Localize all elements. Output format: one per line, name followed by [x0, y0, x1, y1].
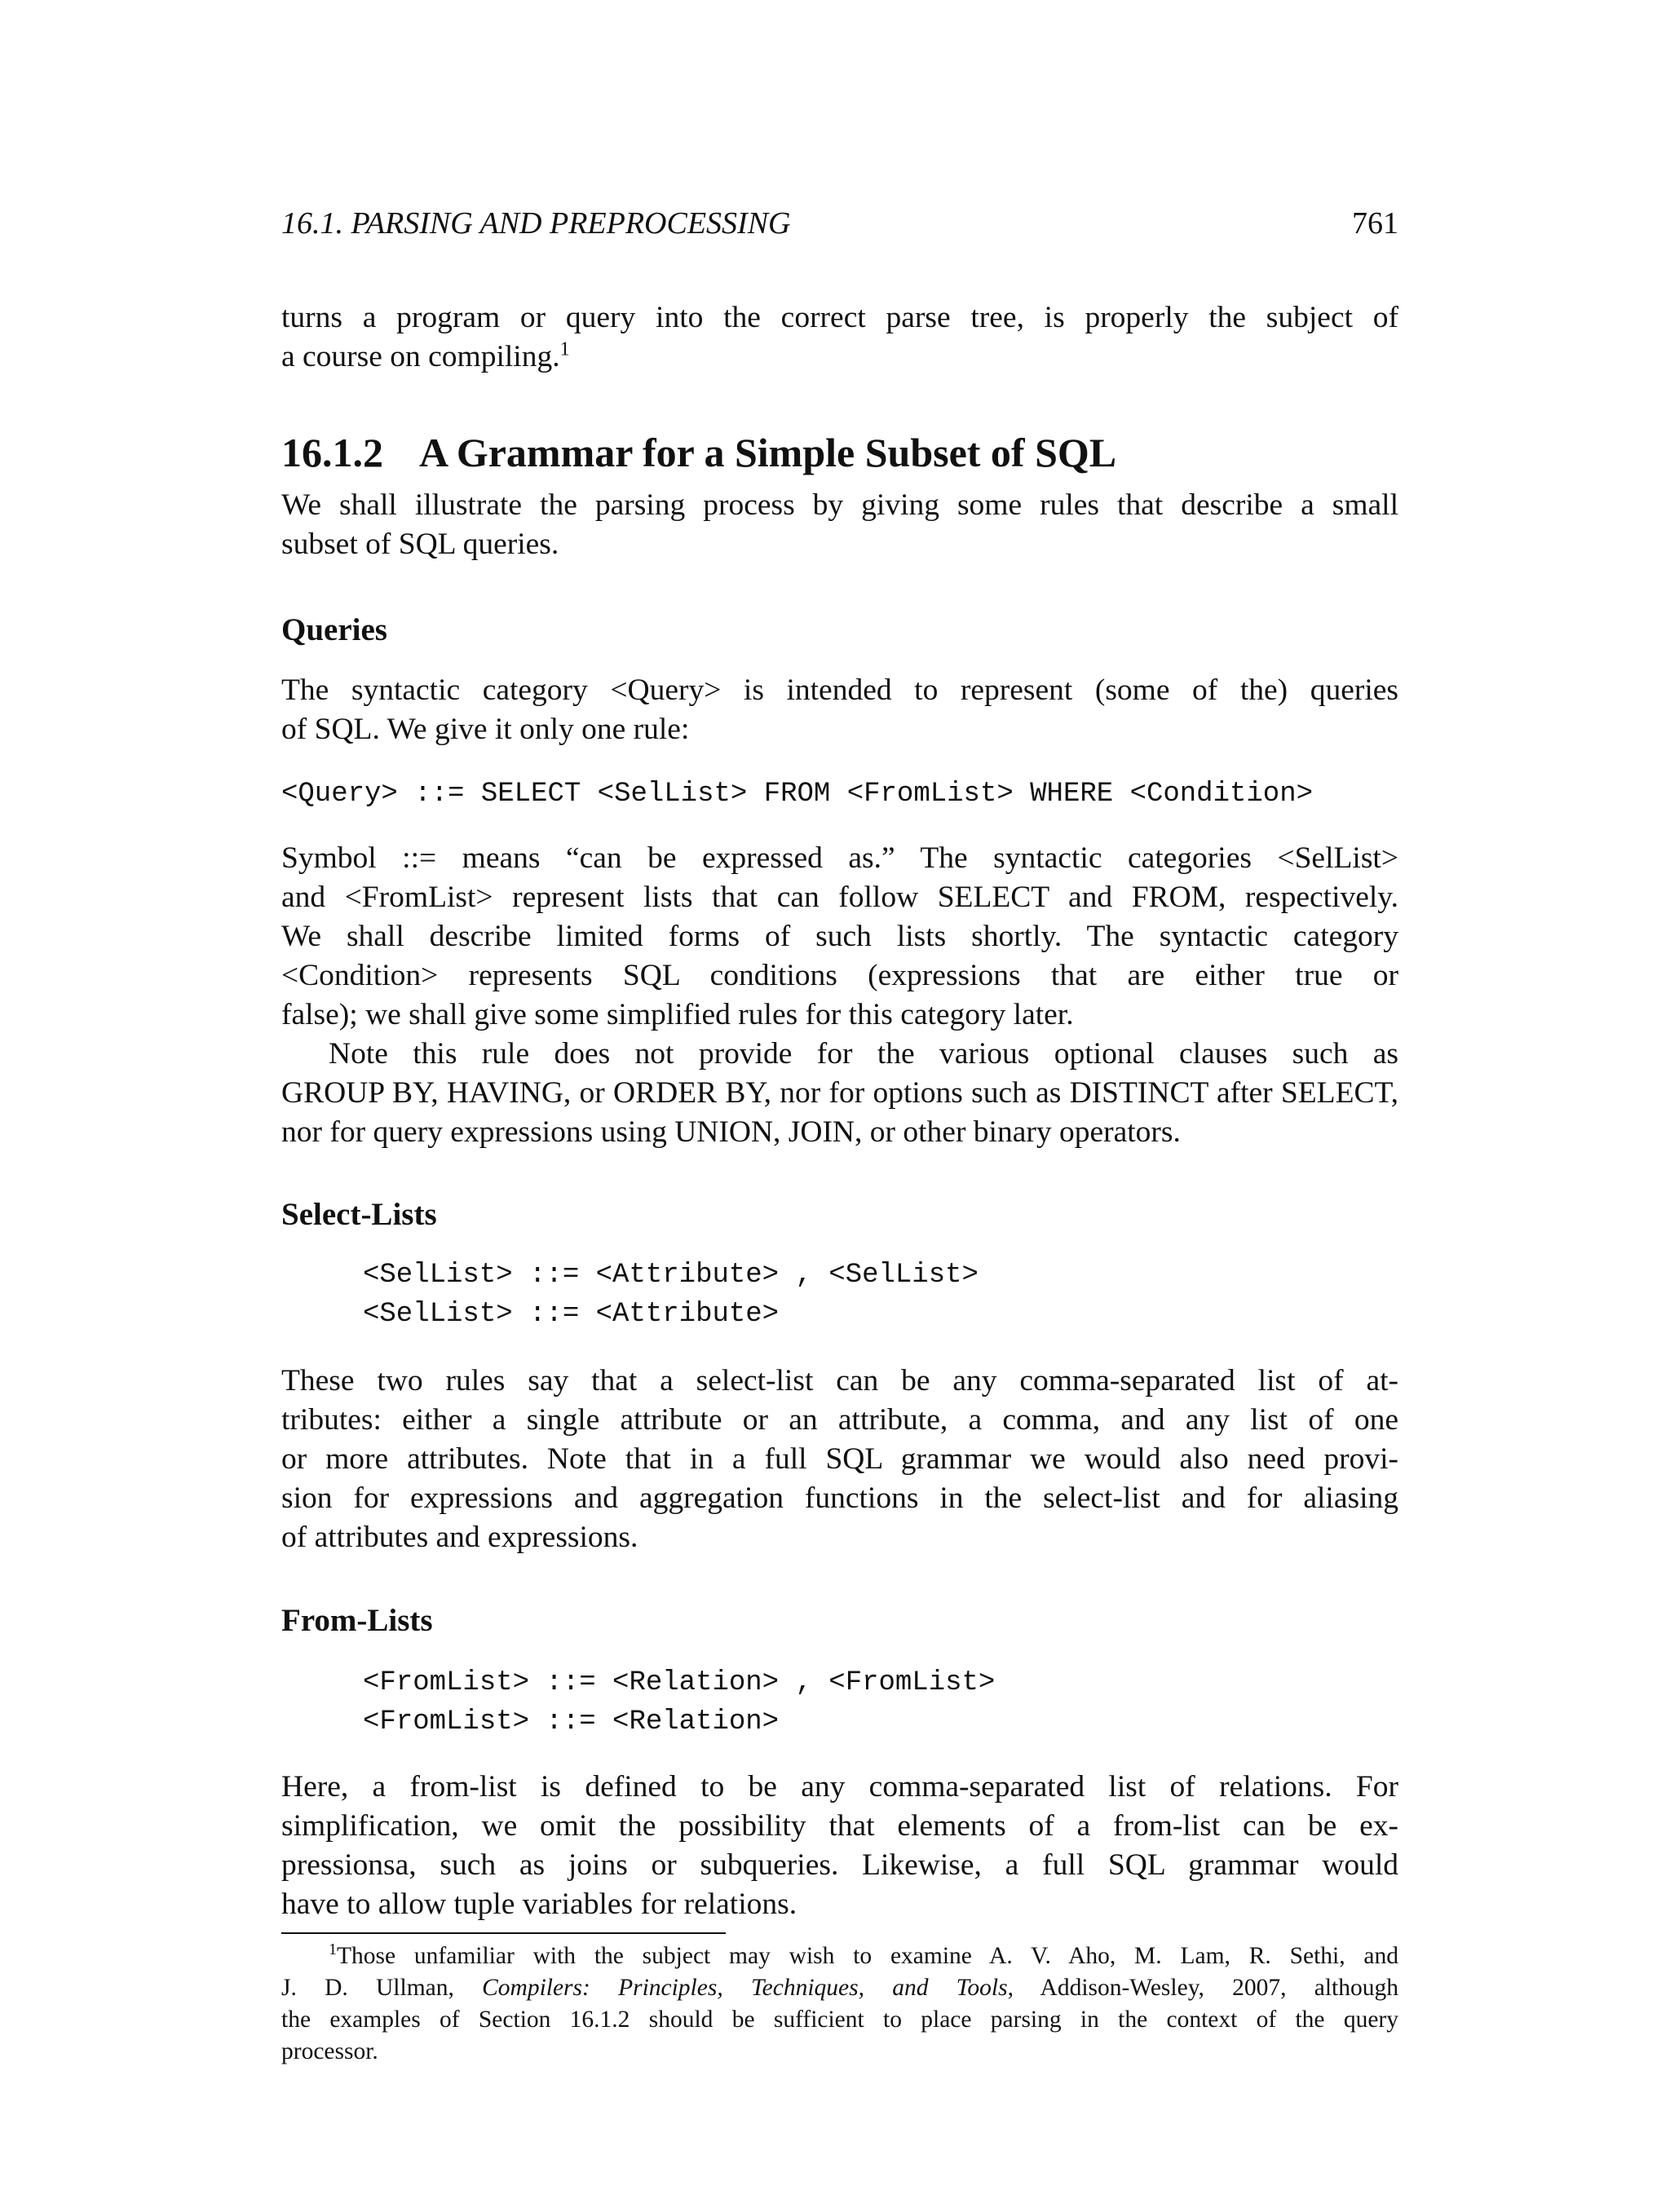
section-intro-paragraph [281, 486, 1398, 564]
text-line: tributes: either a single attribute or an attribute, a comma, and any list of one [281, 1403, 1398, 1437]
text-line: Symbol ::= means “can be expressed as.” The syntactic categories <SelList> [281, 841, 1398, 875]
text-line: pressionsa, such as joins or subqueries. Likewise, a full SQL grammar would [281, 1848, 1398, 1882]
footnote [281, 1940, 1398, 2068]
running-header [281, 202, 1398, 245]
fromlist-rule-1: <FromList> ::= <Relation> , <FromList> [363, 1667, 996, 1698]
text-fragment: Those unfamiliar with the subject may wish to examine A. V. Aho, M. Lam, R. Sethi, and [337, 1943, 1398, 1969]
text-line: We shall describe limited forms of such lists shortly. The syntactic category [281, 920, 1398, 953]
text-line: The syntactic category <Query> is intended to represent (some of the) queries [281, 673, 1398, 707]
symbol-paragraph [281, 839, 1398, 1035]
text-line: or more attributes. Note that in a full SQL grammar we would also need provi- [281, 1442, 1398, 1476]
text-line: turns a program or query into the correct parse tree, is properly the subject of [281, 301, 1398, 334]
note-paragraph [281, 1035, 1398, 1152]
select-lists-paragraph [281, 1362, 1398, 1557]
section-number: 16.1.2 [281, 430, 383, 475]
text-line: of attributes and expressions. [281, 1521, 638, 1554]
text-line [281, 1972, 1398, 2004]
text-line: These two rules say that a select-list can be any comma-separated list of at- [281, 1364, 1398, 1397]
text-line [281, 338, 1398, 377]
text-line: sion for expressions and aggregation functions in the select-list and for aliasing [281, 1481, 1398, 1515]
text-line: simplification, we omit the possibility that elements of a from-list can be ex- [281, 1809, 1398, 1843]
text-line: processor. [281, 2038, 378, 2064]
sellist-rule-1: <SelList> ::= <Attribute> , <SelList> [363, 1260, 979, 1291]
book-title: Compilers: Principles, Techniques, and Tools [482, 1975, 1008, 2001]
footnote-reference: 1 [559, 338, 570, 360]
text-line: subset of SQL queries. [281, 528, 559, 561]
text-fragment: , Addison-Wesley, 2007, although [1007, 1975, 1398, 2001]
text-line: have to allow tuple variables for relations. [281, 1887, 797, 1921]
text-fragment: a course on compiling. [281, 340, 560, 373]
text-line: Note this rule does not provide for the various optional clauses such as [329, 1037, 1398, 1071]
text-line: nor for query expressions using UNION, JOIN, or other binary operators. [281, 1115, 1181, 1149]
text-line: false); we shall give some simplified rules for this category later. [281, 998, 1074, 1031]
text-line: <Condition> represents SQL conditions (expressions that are either true or [281, 959, 1398, 992]
queries-paragraph [281, 671, 1398, 749]
queries-heading: Queries [281, 612, 387, 647]
running-title: 16.1. PARSING AND PREPROCESSING [281, 206, 791, 241]
query-grammar-rule: <Query> ::= SELECT <SelList> FROM <FromList> WHERE <Condition> [281, 779, 1314, 810]
text-line: the examples of Section 16.1.2 should be sufficient to place parsing in the context of the query [281, 2007, 1398, 2033]
from-lists-paragraph [281, 1768, 1398, 1924]
sellist-rule-2: <SelList> ::= <Attribute> [363, 1299, 780, 1330]
section-heading [281, 428, 1116, 477]
text-line: of SQL. We give it only one rule: [281, 713, 690, 746]
footnote-divider [281, 1932, 726, 1934]
section-title: A Grammar for a Simple Subset of SQL [419, 430, 1117, 475]
text-line: GROUP BY, HAVING, or ORDER BY, nor for options such as DISTINCT after SELECT, [281, 1076, 1398, 1110]
select-lists-heading: Select-Lists [281, 1197, 437, 1232]
text-line [281, 1940, 1398, 1972]
text-line: We shall illustrate the parsing process by giving some rules that describe a small [281, 488, 1398, 522]
intro-paragraph [281, 298, 1398, 377]
text-line: and <FromList> represent lists that can follow SELECT and FROM, respectively. [281, 881, 1398, 914]
text-fragment: J. D. Ullman, [281, 1975, 483, 2001]
text-line: Here, a from-list is defined to be any comma-separated list of relations. For [281, 1770, 1398, 1804]
from-lists-heading: From-Lists [281, 1603, 433, 1638]
footnote-mark: 1 [329, 1940, 337, 1959]
fromlist-rule-2: <FromList> ::= <Relation> [363, 1706, 780, 1737]
page-number: 761 [1352, 206, 1398, 241]
